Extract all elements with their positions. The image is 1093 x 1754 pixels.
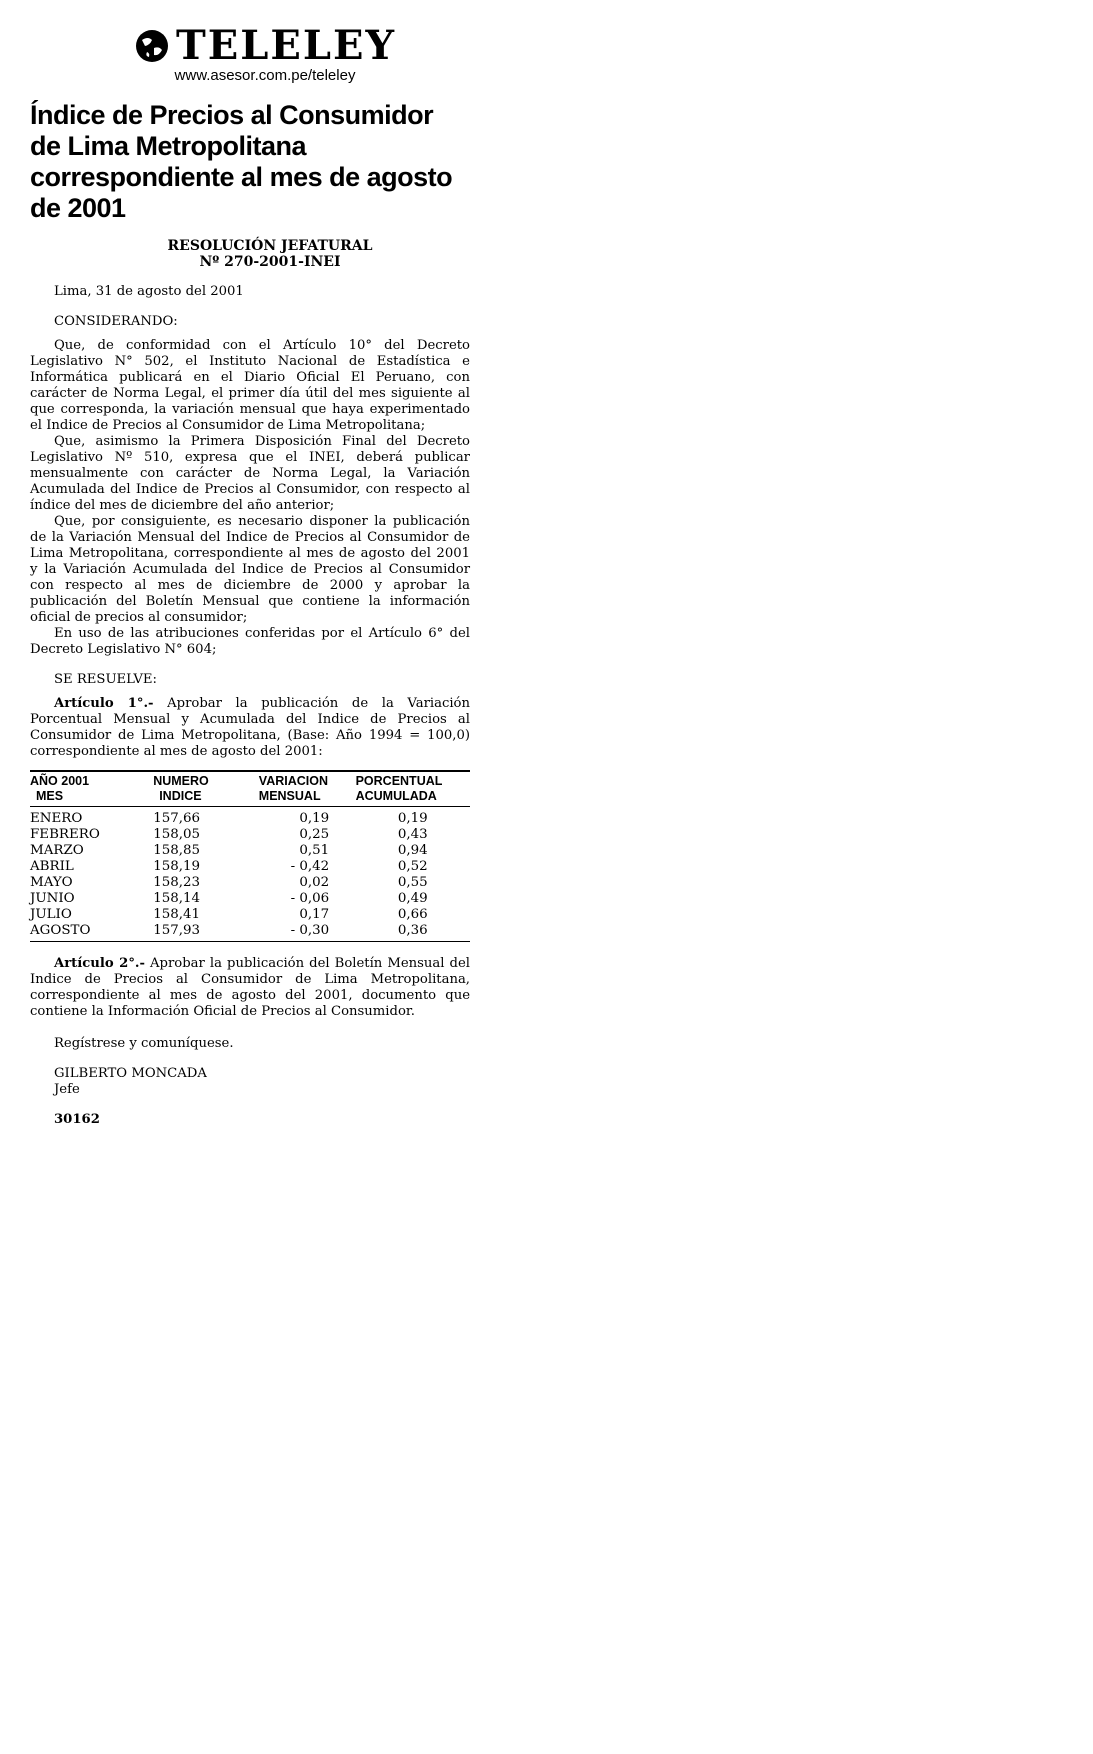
brand-header — [60, 22, 470, 84]
website-url: www.asesor.com.pe/teleley — [174, 67, 356, 84]
table-row: ENERO 157,66 0,19 0,19 — [30, 811, 428, 826]
logo-text: TELELEY — [175, 22, 397, 69]
article-1-text: Aprobar la publicación de la Variación Porcentual Mensual y Acumulada del Indice de Precios al Consumidor de Lima Metropolitana, (Base: Año 1994 = 100,0) correspondiente al mes de agosto del 2001: — [30, 696, 470, 759]
col-header-mes: AÑO 2001 MES — [30, 771, 153, 807]
signatory-role: Jefe — [54, 1082, 80, 1097]
table-row: AGOSTO 157,93 - 0,30 0,36 — [30, 923, 470, 942]
date-line: Lima, 31 de agosto del 2001 — [54, 284, 244, 299]
table-row: JULIO 158,41 0,17 0,66 — [30, 907, 428, 922]
resolution-heading — [70, 238, 470, 270]
table-row: MARZO 158,85 0,51 0,94 — [30, 843, 428, 858]
table-row: ABRIL 158,19 - 0,42 0,52 — [30, 859, 428, 874]
col-header-indice: NUMERO INDICE — [153, 771, 259, 807]
paragraph: Que, asimismo la Primera Disposición Final del Decreto Legislativo Nº 510, expresa que el INEI, deberá publicar mensualmente con carácter de Norma Legal, la Variación Acumulada del Indice de Precios al Consumidor, con respecto al índice del mes de diciembre del año anterior; — [30, 434, 470, 513]
resolution-number: Nº 270-2001-INEI — [199, 254, 341, 270]
paragraph: Que, de conformidad con el Artículo 10° del Decreto Legislativo N° 502, el Instituto Nacional de Estadística e Informática publicará en el Diario Oficial El Peruano, con carácter de Norma Legal, el primer día útil del mes siguiente al que corresponda, la variación mensual que haya experimentado el Indice de Precios al Consumidor de Lima Metropolitana; — [30, 338, 470, 433]
article-2-label: Artículo 2°.- — [54, 956, 145, 971]
paragraph: En uso de las atribuciones conferidas por el Artículo 6° del Decreto Legislativo N° 604; — [30, 626, 470, 657]
article-2 — [30, 956, 470, 1020]
paragraph: Que, por consiguiente, es necesario disponer la publicación de la Variación Mensual del Indice de Precios al Consumidor de Lima Metropolitana, correspondiente al mes de agosto del 2001 y la Variación Acumulada del Indice de Precios al Consumidor con respecto al mes de diciembre de 2000 y aprobar la publicación del Boletín Mensual que contiene la información oficial de precios al consumidor; — [30, 514, 470, 625]
closing-line: Regístrese y comuníquese. — [54, 1036, 234, 1051]
page-title: Índice de Precios al Consumidor de Lima Metropolitana correspondiente al mes de agosto de 2001 — [30, 100, 453, 223]
considerando-heading: CONSIDERANDO: — [54, 314, 178, 329]
price-index-table — [30, 770, 470, 942]
col-header-acumulada: PORCENTUAL ACUMULADA — [356, 771, 470, 807]
document-code: 30162 — [54, 1112, 100, 1127]
article-1-label: Artículo 1°.- — [54, 696, 154, 711]
article-2-text: Aprobar la publicación del Boletín Mensual del Indice de Precios al Consumidor de Lima Metropolitana, correspondiente al mes de agosto del 2001, documento que contiene la Información Oficial de Precios al Consumidor. — [30, 956, 470, 1019]
se-resuelve-heading: SE RESUELVE: — [54, 672, 157, 687]
table-row: FEBRERO 158,05 0,25 0,43 — [30, 827, 428, 842]
table-row: JUNIO 158,14 - 0,06 0,49 — [30, 891, 428, 906]
table-row: MAYO 158,23 0,02 0,55 — [30, 875, 428, 890]
signature-block — [30, 1066, 470, 1098]
document — [30, 22, 470, 1128]
table-header-row — [30, 771, 470, 807]
article-1 — [30, 696, 470, 760]
resolution-line-1: RESOLUCIÓN JEFATURAL — [167, 238, 373, 254]
logo — [60, 22, 470, 69]
col-header-mensual: VARIACION MENSUAL — [259, 771, 356, 807]
signatory-name: GILBERTO MONCADA — [54, 1066, 207, 1081]
globe-icon — [134, 28, 170, 64]
